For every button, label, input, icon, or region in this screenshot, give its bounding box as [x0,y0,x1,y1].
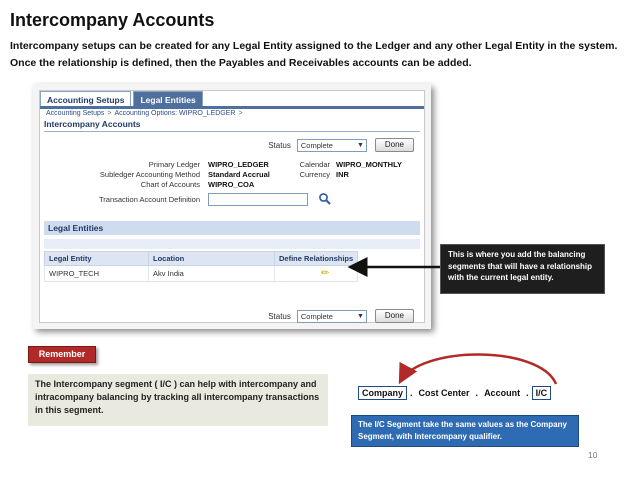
slide-intro: Intercompany setups can be created for any Legal Entity assigned to the Ledger and any other Legal Entity in the system. Once the relationship is defined, then the Payables and Receivables accounts can be added. [10,40,618,69]
done-button[interactable]: Done [375,138,414,152]
segment-company: Company [358,386,407,400]
slide-title: Intercompany Accounts [10,10,215,30]
done-button[interactable]: Done [375,309,414,323]
column-header-define-relationships: Define Relationships [275,252,358,266]
app-screenshot [33,84,431,329]
sam-value: Standard Accrual [208,170,270,179]
status-select-value: Complete [300,140,333,150]
legal-entities-rule [44,239,420,249]
status-select-value: Complete [300,311,333,321]
sam-label: Subledger Accounting Method [99,170,200,179]
tab-rule [40,106,424,109]
segment-cost-center: Cost Center [418,388,470,398]
cell-legal-entity: WIPRO_TECH [45,266,149,282]
coa-value: WIPRO_COA [208,180,255,189]
column-header-legal-entity: Legal Entity [45,252,149,266]
chevron-down-icon: ▼ [356,312,364,320]
arrow-ic-to-company [400,354,556,384]
breadcrumb: Accounting Setups > Accounting Options: WIPRO_LEDGER > [46,110,243,117]
currency-label: Currency [299,170,330,179]
segment-account: Account [484,388,521,398]
callout-define-relationships: This is where you add the balancing segments that will have a relationship with the current legal entity. [440,244,605,294]
page-number: 10 [588,450,598,460]
remember-badge: Remember [28,346,96,363]
calendar-label: Calendar [299,160,330,169]
primary-ledger-label: Primary Ledger [148,160,200,169]
tab-legal-entities[interactable]: Legal Entities [133,91,202,107]
legal-entities-table [44,251,358,282]
segment-separator: . [526,388,529,398]
table-row [45,266,358,282]
search-icon[interactable] [318,192,332,206]
legal-entities-header: Legal Entities [44,221,420,235]
segment-separator: . [475,388,479,398]
tad-input[interactable] [208,193,308,206]
page-title: Intercompany Accounts [44,119,420,132]
breadcrumb-item[interactable]: Accounting Options: WIPRO_LEDGER [114,110,236,117]
table-header-row [45,252,358,266]
tad-label: Transaction Account Definition [98,195,200,204]
remember-text: The Intercompany segment ( I/C ) can help with intercompany and intracompany balancing by tracking all intercompany transactions in this segment. [28,374,328,426]
chevron-down-icon: ▼ [356,141,364,149]
status-select[interactable] [297,139,367,152]
cell-location: Akv India [149,266,275,282]
pencil-icon[interactable]: ✏ [321,268,330,279]
segment-separator: . [410,388,413,398]
status-row-bottom [268,309,414,323]
tab-bar [40,91,203,107]
tab-accounting-setups[interactable]: Accounting Setups [40,91,131,107]
coa-label: Chart of Accounts [140,180,200,189]
segment-structure [358,385,551,401]
status-row-top [268,138,414,152]
currency-value: INR [336,170,349,179]
breadcrumb-item[interactable]: Accounting Setups [46,110,105,117]
segment-ic: I/C [532,386,552,400]
status-select[interactable] [297,310,367,323]
callout-ic-segment: The I/C Segment take the same values as the Company Segment, with Intercompany qualifier. [351,415,579,447]
column-header-location: Location [149,252,275,266]
status-label: Status [268,140,291,150]
app-window [39,90,425,323]
primary-ledger-value: WIPRO_LEDGER [208,160,269,169]
cell-define-relationships [275,266,358,282]
status-label: Status [268,311,291,321]
calendar-value: WIPRO_MONTHLY [336,160,402,169]
